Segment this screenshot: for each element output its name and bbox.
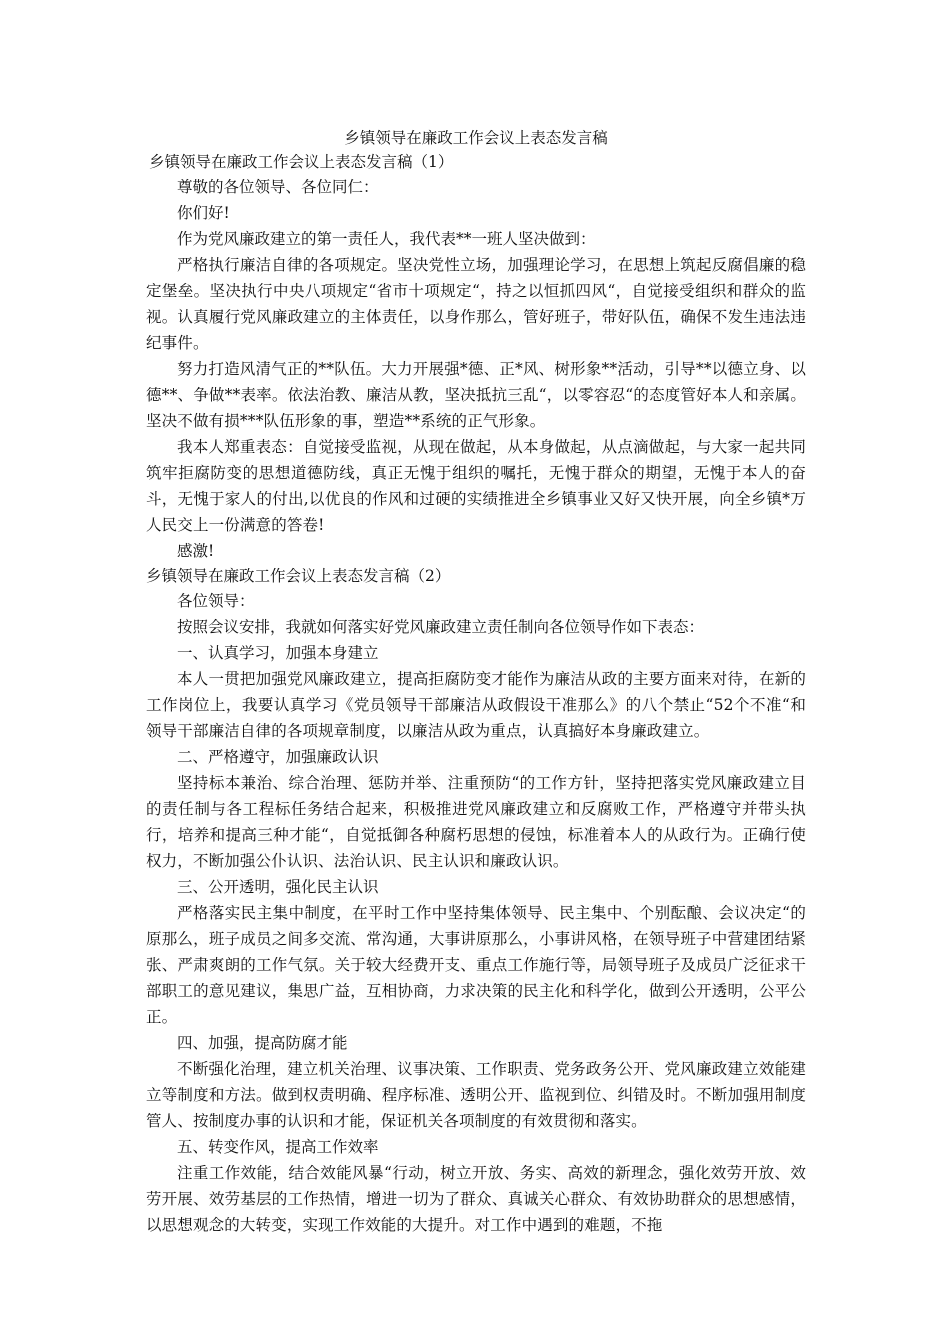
document-title: 乡镇领导在廉政工作会议上表态发言稿 — [344, 129, 608, 147]
section-body: 注重工作效能，结合效能风暴“行动，树立开放、务实、高效的新理念，强化效劳开放、效劳开展、效劳基层的工作热情，增进一切为了群众、真诚关心群众、有效协助群众的思想感情，以思想观念的大转变，实现工作效能的大提升。对工作中遇到的难题，不拖 — [146, 1164, 806, 1234]
speech-1 — [146, 150, 806, 564]
section-body: 本人一贯把加强党风廉政建立，提高拒腐防变才能作为廉洁从政的主要方面来对待，在新的工作岗位上，我要认真学习《党员领导干部廉洁从政假设干准那么》的八个禁止“52个不准“和领导干部廉洁自律的各项规章制度，以廉洁从政为重点，认真搞好本身廉政建立。 — [146, 670, 806, 740]
speech-1-paragraph: 严格执行廉洁自律的各项规定。坚决党性立场，加强理论学习，在思想上筑起反腐倡廉的稳定堡垒。坚决执行中央八项规定“省市十项规定“，持之以恒抓四风“，自觉接受组织和群众的监视。认真履行党风廉政建立的主体责任，以身作那么，管好班子，带好队伍，确保不发生违法违纪事件。 — [146, 256, 806, 352]
section-body: 严格落实民主集中制度，在平时工作中坚持集体领导、民主集中、个别酝酿、会议决定“的原那么，班子成员之间多交流、常沟通，大事讲原那么，小事讲风格，在领导班子中营建团结紧张、严肃爽朗的工作气氛。关于较大经费开支、重点工作施行等，局领导班子及成员广泛征求干部职工的意见建议，集思广益，互相协商，力求决策的民主化和科学化，做到公开透明，公平公正。 — [146, 904, 806, 1026]
section-heading: 三、公开透明，强化民主认识 — [177, 878, 379, 896]
speech-1-paragraph: 我本人郑重表态：自觉接受监视，从现在做起，从本身做起，从点滴做起，与大家一起共同筑牢拒腐防变的思想道德防线，真正无愧于组织的嘱托，无愧于群众的期望，无愧于本人的奋斗，无愧于家人的付出,以优良的作风和过硬的实绩推进全乡镇事业又好又快开展，向全乡镇*万人民交上一份满意的答卷! — [146, 438, 806, 534]
document-page — [146, 126, 806, 1238]
section-heading: 五、转变作风，提高工作效率 — [177, 1138, 379, 1156]
section-heading: 一、认真学习，加强本身建立 — [177, 644, 379, 662]
speech-1-closing: 感激! — [177, 542, 215, 560]
speech-1-salutation: 尊敬的各位领导、各位同仁： — [177, 178, 379, 196]
section-body: 坚持标本兼治、综合治理、惩防并举、注重预防“的工作方针，坚持把落实党风廉政建立目的责任制与各工程标任务结合起来，积极推进党风廉政建立和反腐败工作，严格遵守并带头执行，培养和提高三种才能“，自觉抵御各种腐朽思想的侵蚀，标准着本人的从政行为。正确行使权力，不断加强公仆认识、法治认识、民主认识和廉政认识。 — [146, 774, 806, 870]
speech-1-heading: 乡镇领导在廉政工作会议上表态发言稿（1） — [149, 153, 454, 171]
section-body: 不断强化治理，建立机关治理、议事决策、工作职责、党务政务公开、党风廉政建立效能建立等制度和方法。做到权责明确、程序标准、透明公开、监视到位、纠错及时。不断加强用制度管人、按制度办事的认识和才能，保证机关各项制度的有效贯彻和落实。 — [146, 1060, 806, 1130]
speech-1-greeting: 你们好! — [177, 204, 230, 222]
speech-2 — [146, 564, 806, 1238]
speech-1-intro: 作为党风廉政建立的第一责任人，我代表**一班人坚决做到： — [177, 230, 596, 248]
speech-2-heading: 乡镇领导在廉政工作会议上表态发言稿（2） — [146, 567, 451, 585]
speech-2-intro: 按照会议安排，我就如何落实好党风廉政建立责任制向各位领导作如下表态： — [177, 618, 705, 636]
speech-1-paragraph: 努力打造风清气正的**队伍。大力开展强*德、正*风、树形象**活动，引导**以德立身、以德**、争做**表率。依法治教、廉洁从教，坚决抵抗三乱“，以零容忍“的态度管好本人和亲属。坚决不做有损***队伍形象的事，塑造**系统的正气形象。 — [146, 360, 806, 430]
speech-2-salutation: 各位领导： — [177, 592, 255, 610]
section-heading: 二、严格遵守，加强廉政认识 — [177, 748, 379, 766]
section-heading: 四、加强，提高防腐才能 — [177, 1034, 348, 1052]
